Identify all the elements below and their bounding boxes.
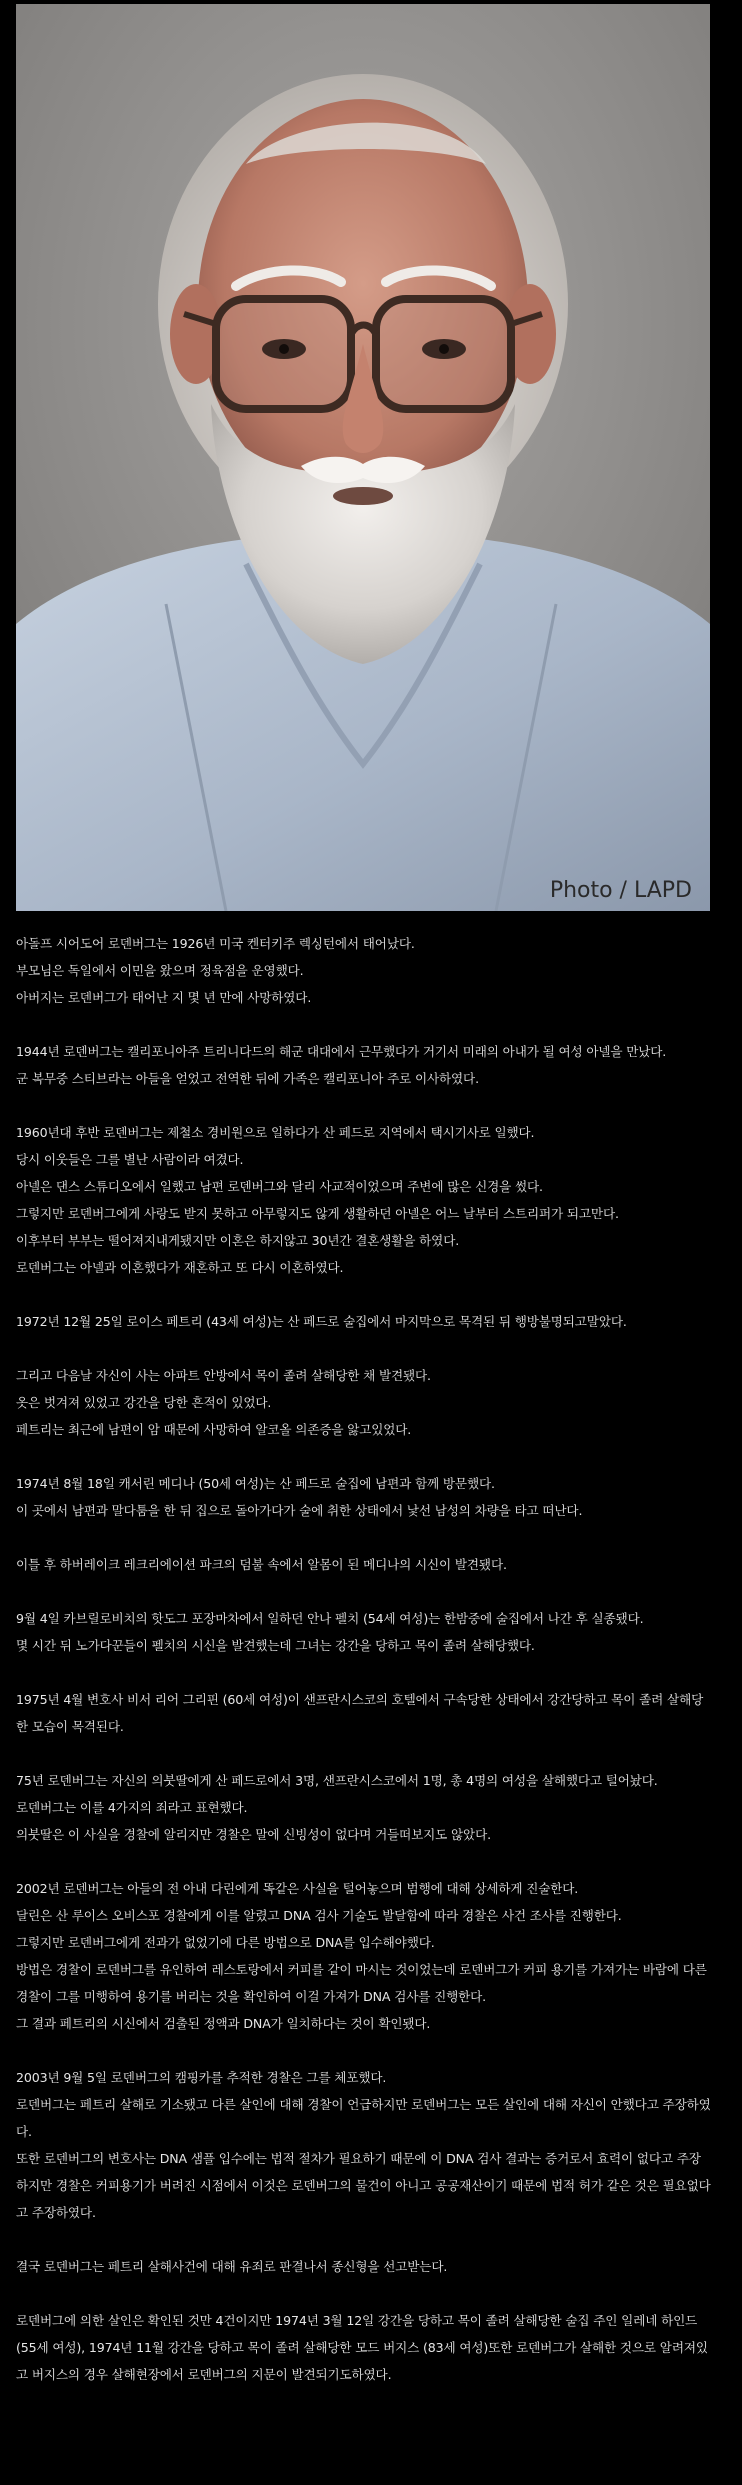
article-line: 아돌프 시어도어 로덴버그는 1926년 미국 켄터키주 렉싱턴에서 태어났다.	[16, 936, 415, 951]
photo-credit: Photo / LAPD	[549, 878, 692, 903]
article-line: 그렇지만 로덴버그에게 사랑도 받지 못하고 아무렇지도 않게 생활하던 아넬은 어느 날부터 스트리퍼가 되고만다.	[16, 1206, 619, 1221]
article-paragraph	[16, 1605, 712, 1659]
article-line: 아넬은 댄스 스튜디오에서 일했고 남편 로덴버그와 달리 사교적이었으며 주변에 많은 신경을 썼다.	[16, 1179, 543, 1194]
article-paragraph	[16, 930, 712, 1011]
article-paragraph	[16, 1686, 712, 1740]
article-paragraph	[16, 1875, 712, 2037]
article-line: 2003년 9월 5일 로덴버그의 캠핑카를 추적한 경찰은 그를 체포했다.	[16, 2070, 387, 2085]
article-line: 페트리는 최근에 남편이 암 때문에 사망하여 알코올 의존증을 앓고있었다.	[16, 1422, 412, 1437]
article-line: 그렇지만 로덴버그에게 전과가 없었기에 다른 방법으로 DNA를 입수해야했다.	[16, 1935, 435, 1950]
article-line: 몇 시간 뒤 노가다꾼들이 펠치의 시신을 발견했는데 그녀는 강간을 당하고 목이 졸려 살해당했다.	[16, 1638, 535, 1653]
article-line: 9월 4일 카브릴로비치의 핫도그 포장마차에서 일하던 안나 펠치 (54세 여성)는 한밤중에 술집에서 나간 후 실종됐다.	[16, 1611, 644, 1626]
article-line: 2002년 로덴버그는 아들의 전 아내 다린에게 똑같은 사실을 털어놓으며 범행에 대해 상세하게 진술한다.	[16, 1881, 579, 1896]
article-paragraph	[16, 1470, 712, 1524]
article-line: 75년 로덴버그는 자신의 의붓딸에게 산 페드로에서 3명, 샌프란시스코에서 1명, 총 4명의 여성을 살해했다고 털어놨다.	[16, 1773, 658, 1788]
article-paragraph	[16, 2253, 712, 2280]
article-line: 1975년 4월 변호사 비서 리어 그리핀 (60세 여성)이 샌프란시스코의 호텔에서 구속당한 상태에서 강간당하고 목이 졸려 살해당한 모습이 목격된다.	[16, 1692, 704, 1734]
article-line: 군 복무중 스티브라는 아들을 얻었고 전역한 뒤에 가족은 캘리포니아 주로 이사하였다.	[16, 1071, 479, 1086]
article-paragraph	[16, 1308, 712, 1335]
article-line: 1974년 8월 18일 캐서린 메디나 (50세 여성)는 산 페드로 술집에 남편과 함께 방문했다.	[16, 1476, 495, 1491]
article-line: 이 곳에서 남편과 말다툼을 한 뒤 집으로 돌아가다가 술에 취한 상태에서 낯선 남성의 차량을 타고 떠난다.	[16, 1503, 583, 1518]
article-line: 그 결과 페트리의 시신에서 검출된 정액과 DNA가 일치하다는 것이 확인됐다.	[16, 2016, 431, 2031]
article-line: 달린은 산 루이스 오비스포 경찰에게 이를 알렸고 DNA 검사 기술도 발달함에 따라 경찰은 사건 조사를 진행한다.	[16, 1908, 622, 1923]
article-line: 또한 로덴버그의 변호사는 DNA 샘플 입수에는 법적 절차가 필요하기 때문에 이 DNA 검사 결과는 증거로서 효력이 없다고 주장하지만 경찰은 커피용기가 버려진 시점에서 이것은 로덴버그의 물건이 아니고 공공재산이기 때문에 법적 허가 같은 것은 필요없다고 주장하였다.	[16, 2151, 711, 2220]
article-line: 1960년대 후반 로덴버그는 제철소 경비원으로 일하다가 산 페드로 지역에서 택시기사로 일했다.	[16, 1125, 535, 1140]
article-line: 1972년 12월 25일 로이스 페트리 (43세 여성)는 산 페드로 술집에서 마지막으로 목격된 뒤 행방불명되고말았다.	[16, 1314, 627, 1329]
article-line: 의붓딸은 이 사실을 경찰에 알리지만 경찰은 말에 신빙성이 없다며 거들떠보지도 않았다.	[16, 1827, 491, 1842]
article-line: 그리고 다음날 자신이 사는 아파트 안방에서 목이 졸려 살해당한 채 발견됐다.	[16, 1368, 431, 1383]
article-line: 방법은 경찰이 로덴버그를 유인하여 레스토랑에서 커피를 같이 마시는 것이었는데 로덴버그가 커피 용기를 가져가는 바람에 다른 경찰이 그를 미행하여 용기를 버리는 것을 확인하여 이걸 가져가 DNA 검사를 진행한다.	[16, 1962, 707, 2004]
article-paragraph	[16, 1362, 712, 1443]
article-paragraph	[16, 1767, 712, 1848]
article-line: 부모님은 독일에서 이민을 왔으며 정육점을 운영했다.	[16, 963, 304, 978]
mugshot-image	[16, 4, 710, 911]
article-paragraph	[16, 1119, 712, 1281]
suspect-photo	[16, 4, 710, 911]
article-line: 1944년 로덴버그는 캘리포니아주 트리니다드의 해군 대대에서 근무했다가 거기서 미래의 아내가 될 여성 아넬을 만났다.	[16, 1044, 667, 1059]
article-line: 결국 로덴버그는 페트리 살해사건에 대해 유죄로 판결나서 종신형을 선고받는다.	[16, 2259, 448, 2274]
article-line: 로덴버그는 아넬과 이혼했다가 재혼하고 또 다시 이혼하였다.	[16, 1260, 344, 1275]
article-line: 당시 이웃들은 그를 별난 사람이라 여겼다.	[16, 1152, 244, 1167]
article-body	[16, 930, 712, 2415]
article-line: 로덴버그에 의한 살인은 확인된 것만 4건이지만 1974년 3월 12일 강간을 당하고 목이 졸려 살해당한 술집 주인 일레네 하인드 (55세 여성), 1974년 11월 강간을 당하고 목이 졸려 살해당한 모드 버지스 (83세 여성)또한 로덴버그가 살해한 것으로 알려져있고 버지스의 경우 살해현장에서 로덴버그의 지문이 발견되기도하였다.	[16, 2313, 708, 2382]
article-line: 아버지는 로덴버그가 태어난 지 몇 년 만에 사망하였다.	[16, 990, 312, 1005]
article-paragraph	[16, 2307, 712, 2388]
article-line: 이후부터 부부는 떨어져지내게됐지만 이혼은 하지않고 30년간 결혼생활을 하였다.	[16, 1233, 460, 1248]
article-paragraph	[16, 2064, 712, 2226]
article-paragraph	[16, 1038, 712, 1092]
article-line: 옷은 벗겨져 있었고 강간을 당한 흔적이 있었다.	[16, 1395, 272, 1410]
article-line: 로덴버그는 이를 4가지의 죄라고 표현했다.	[16, 1800, 248, 1815]
article-line: 이틀 후 하버레이크 레크리에이션 파크의 덤불 속에서 알몸이 된 메디나의 시신이 발견됐다.	[16, 1557, 507, 1572]
article-line: 로덴버그는 페트리 살해로 기소됐고 다른 살인에 대해 경찰이 언급하지만 로덴버그는 모든 살인에 대해 자신이 안했다고 주장하였다.	[16, 2097, 711, 2139]
article-paragraph	[16, 1551, 712, 1578]
